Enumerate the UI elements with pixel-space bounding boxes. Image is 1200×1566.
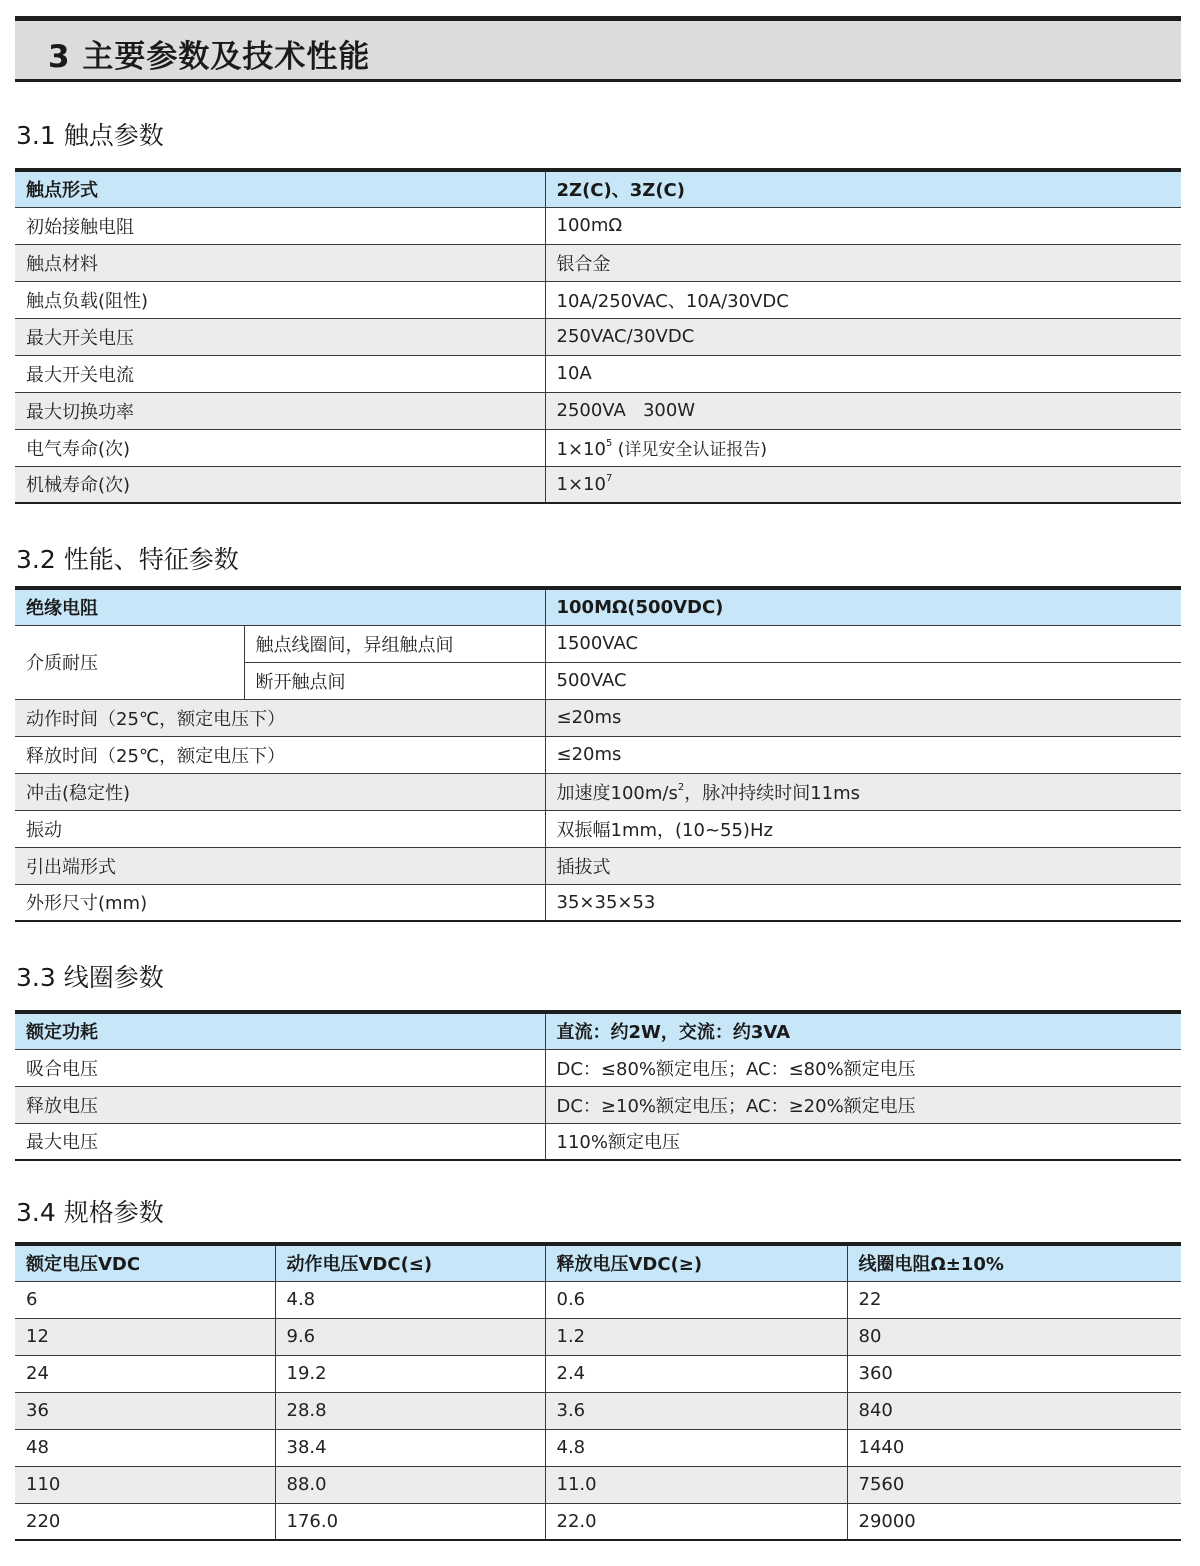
param-value: 双振幅1mm，(10~55)Hz — [545, 810, 1181, 847]
table-row — [15, 1466, 1181, 1503]
header-cell: 100MΩ(500VDC) — [545, 588, 1181, 625]
release-voltage-cell: 22.0 — [545, 1503, 847, 1540]
table-header-row — [15, 588, 1181, 625]
table-row — [15, 699, 1181, 736]
table-row — [15, 884, 1181, 921]
param-sublabel: 断开触点间 — [244, 662, 545, 699]
table-row — [15, 625, 1181, 662]
chapter-title: 3 主要参数及技术性能 — [48, 39, 371, 75]
table-row — [15, 281, 1181, 318]
param-label: 动作时间（25℃，额定电压下） — [15, 699, 545, 736]
coil-resistance-cell: 840 — [847, 1392, 1181, 1429]
param-label: 电气寿命(次) — [15, 429, 545, 466]
param-value: 10A/250VAC、10A/30VDC — [545, 281, 1181, 318]
table-row — [15, 1503, 1181, 1540]
coil-resistance-cell: 22 — [847, 1281, 1181, 1318]
coil-resistance-cell: 80 — [847, 1318, 1181, 1355]
header-cell: 额定功耗 — [15, 1012, 545, 1049]
param-label: 最大电压 — [26, 1132, 98, 1154]
table-row — [15, 207, 1181, 244]
param-label: 最大开关电流 — [15, 355, 545, 392]
header-cell: 释放电压VDC(≥) — [545, 1244, 847, 1281]
rated-voltage-cell: 6 — [15, 1281, 275, 1318]
rated-voltage-cell: 12 — [15, 1318, 275, 1355]
release-voltage-cell: 3.6 — [545, 1392, 847, 1429]
param-label: 冲击(稳定性) — [15, 773, 545, 810]
rated-voltage-cell: 110 — [15, 1466, 275, 1503]
table-row — [15, 1355, 1181, 1392]
coil-resistance-cell: 29000 — [847, 1503, 1181, 1540]
param-value: DC：≤80%额定电压；AC：≤80%额定电压 — [545, 1049, 1181, 1086]
value-exponent: 5 — [605, 438, 613, 449]
release-voltage-cell: 4.8 — [545, 1429, 847, 1466]
param-label: 触点材料 — [15, 244, 545, 281]
param-value — [545, 773, 1181, 810]
value-base: 加速度100m/s — [556, 782, 678, 804]
table-row — [15, 773, 1181, 810]
param-label: 引出端形式 — [15, 847, 545, 884]
header-cell: 触点形式 — [15, 170, 545, 207]
param-label: 外形尺寸(mm) — [26, 893, 148, 915]
performance-params-table — [15, 586, 1181, 922]
table-row — [15, 1123, 1181, 1160]
release-voltage-cell: 1.2 — [545, 1318, 847, 1355]
param-value: 银合金 — [545, 244, 1181, 281]
param-value: DC：≥10%额定电压；AC：≥20%额定电压 — [545, 1086, 1181, 1123]
param-value: ≤20ms — [545, 699, 1181, 736]
coil-resistance-cell: 360 — [847, 1355, 1181, 1392]
param-label: 释放电压 — [15, 1086, 545, 1123]
param-label: 振动 — [15, 810, 545, 847]
table-header-row — [15, 1012, 1181, 1049]
param-value: 插拔式 — [545, 847, 1181, 884]
table-header-row — [15, 170, 1181, 207]
table-row — [15, 355, 1181, 392]
value-note: (详见安全认证报告) — [612, 440, 767, 460]
table-row — [15, 1281, 1181, 1318]
table-row — [15, 1049, 1181, 1086]
release-voltage-cell: 0.6 — [545, 1281, 847, 1318]
chapter-header — [15, 16, 1181, 82]
contact-params-table — [15, 168, 1181, 504]
spec-params-table — [15, 1242, 1181, 1541]
value-exponent: 7 — [605, 472, 613, 484]
section-title-3-1: 3.1 触点参数 — [16, 121, 164, 150]
header-cell: 直流：约2W，交流：约3VA — [545, 1012, 1181, 1049]
table-row — [15, 466, 1181, 503]
pickup-voltage-cell: 176.0 — [275, 1503, 545, 1540]
section-title-3-2: 3.2 性能、特征参数 — [16, 545, 239, 574]
header-cell: 动作电压VDC(≤) — [275, 1244, 545, 1281]
param-sublabel: 触点线圈间，异组触点间 — [244, 625, 545, 662]
param-value — [545, 466, 1181, 503]
header-cell: 线圈电阻Ω±10% — [847, 1244, 1181, 1281]
header-cell: 绝缘电阻 — [15, 588, 545, 625]
param-value: ≤20ms — [545, 736, 1181, 773]
param-label: 最大开关电压 — [15, 318, 545, 355]
release-voltage-cell: 11.0 — [545, 1466, 847, 1503]
value-base: 1×10 — [556, 473, 606, 495]
pickup-voltage-cell: 19.2 — [275, 1355, 545, 1392]
value-base: 1×10 — [556, 439, 606, 460]
param-label: 吸合电压 — [15, 1049, 545, 1086]
release-voltage-cell: 2.4 — [545, 1355, 847, 1392]
table-row — [15, 392, 1181, 429]
table-row — [15, 736, 1181, 773]
param-label: 介质耐压 — [15, 625, 244, 699]
param-label: 初始接触电阻 — [15, 207, 545, 244]
table-row — [15, 1318, 1181, 1355]
header-cell: 2Z(C)、3Z(C) — [545, 170, 1181, 207]
table-row — [15, 244, 1181, 281]
table-row — [15, 847, 1181, 884]
param-label: 最大切换功率 — [15, 392, 545, 429]
param-value: 10A — [545, 355, 1181, 392]
param-value: 1500VAC — [545, 625, 1181, 662]
table-header-row — [15, 1244, 1181, 1281]
param-value: 35×35×53 — [545, 884, 1181, 921]
rated-voltage-cell: 220 — [26, 1510, 61, 1532]
table-row — [15, 1429, 1181, 1466]
param-value: 2500VA 300W — [545, 392, 1181, 429]
coil-params-table — [15, 1010, 1181, 1161]
value-note: ，脉冲持续时间11ms — [684, 782, 861, 804]
param-value: 250VAC/30VDC — [545, 318, 1181, 355]
section-title-3-4: 3.4 规格参数 — [16, 1198, 164, 1227]
pickup-voltage-cell: 4.8 — [275, 1281, 545, 1318]
section-title-3-3: 3.3 线圈参数 — [16, 963, 164, 992]
table-row — [15, 810, 1181, 847]
table-row — [15, 1086, 1181, 1123]
header-cell: 额定电压VDC — [15, 1244, 275, 1281]
param-value — [545, 429, 1181, 466]
rated-voltage-cell: 48 — [15, 1429, 275, 1466]
table-row — [15, 429, 1181, 466]
pickup-voltage-cell: 28.8 — [275, 1392, 545, 1429]
pickup-voltage-cell: 88.0 — [275, 1466, 545, 1503]
param-label: 机械寿命(次) — [15, 466, 545, 503]
pickup-voltage-cell: 38.4 — [275, 1429, 545, 1466]
rated-voltage-cell: 36 — [15, 1392, 275, 1429]
param-value: 110%额定电压 — [545, 1123, 1181, 1160]
value-exponent: 2 — [677, 781, 685, 793]
param-label: 触点负载(阻性) — [15, 281, 545, 318]
table-row — [15, 318, 1181, 355]
coil-resistance-cell: 1440 — [847, 1429, 1181, 1466]
coil-resistance-cell: 7560 — [847, 1466, 1181, 1503]
param-value: 500VAC — [545, 662, 1181, 699]
param-label: 释放时间（25℃，额定电压下） — [15, 736, 545, 773]
rated-voltage-cell: 24 — [15, 1355, 275, 1392]
pickup-voltage-cell: 9.6 — [275, 1318, 545, 1355]
param-value: 100mΩ — [545, 207, 1181, 244]
table-row — [15, 1392, 1181, 1429]
